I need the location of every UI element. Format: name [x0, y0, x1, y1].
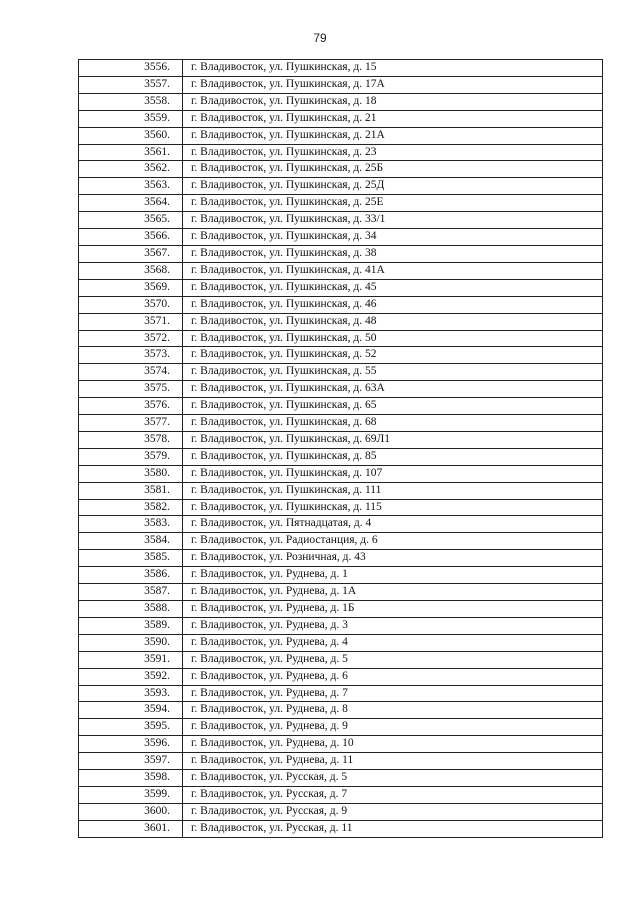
table-row [79, 313, 603, 330]
table-row [79, 229, 603, 246]
address-cell: г. Владивосток, ул. Пушкинская, д. 115 [183, 499, 603, 516]
row-number-cell: 3584. [79, 533, 183, 550]
row-number-cell: 3600. [79, 803, 183, 820]
address-cell: г. Владивосток, ул. Пушкинская, д. 34 [183, 229, 603, 246]
address-cell: г. Владивосток, ул. Пушкинская, д. 52 [183, 347, 603, 364]
address-cell: г. Владивосток, ул. Руднева, д. 5 [183, 651, 603, 668]
row-number-cell: 3581. [79, 482, 183, 499]
table-row [79, 431, 603, 448]
table-row [79, 567, 603, 584]
row-number-cell: 3595. [79, 719, 183, 736]
address-cell: г. Владивосток, ул. Пушкинская, д. 111 [183, 482, 603, 499]
table-row [79, 533, 603, 550]
table-row [79, 736, 603, 753]
address-cell: г. Владивосток, ул. Радиостанция, д. 6 [183, 533, 603, 550]
row-number-cell: 3591. [79, 651, 183, 668]
row-number-cell: 3594. [79, 702, 183, 719]
table-row [79, 786, 603, 803]
table-row [79, 668, 603, 685]
address-cell: г. Владивосток, ул. Пушкинская, д. 25Д [183, 178, 603, 195]
address-cell: г. Владивосток, ул. Пушкинская, д. 41А [183, 262, 603, 279]
row-number-cell: 3601. [79, 820, 183, 837]
address-cell: г. Владивосток, ул. Руднева, д. 4 [183, 634, 603, 651]
address-cell: г. Владивосток, ул. Руднева, д. 1 [183, 567, 603, 584]
table-row [79, 719, 603, 736]
row-number-cell: 3569. [79, 279, 183, 296]
row-number-cell: 3590. [79, 634, 183, 651]
address-cell: г. Владивосток, ул. Розничная, д. 43 [183, 550, 603, 567]
address-cell: г. Владивосток, ул. Пушкинская, д. 68 [183, 415, 603, 432]
row-number-cell: 3571. [79, 313, 183, 330]
address-cell: г. Владивосток, ул. Пушкинская, д. 23 [183, 144, 603, 161]
address-cell: г. Владивосток, ул. Пушкинская, д. 38 [183, 245, 603, 262]
address-cell: г. Владивосток, ул. Руднева, д. 7 [183, 685, 603, 702]
row-number-cell: 3582. [79, 499, 183, 516]
row-number-cell: 3578. [79, 431, 183, 448]
table-row [79, 330, 603, 347]
table-row [79, 127, 603, 144]
table-row [79, 262, 603, 279]
page-number: 79 [313, 31, 327, 45]
table-row [79, 584, 603, 601]
table-row [79, 803, 603, 820]
row-number-cell: 3588. [79, 601, 183, 618]
address-cell: г. Владивосток, ул. Пушкинская, д. 107 [183, 465, 603, 482]
row-number-cell: 3599. [79, 786, 183, 803]
table-row [79, 381, 603, 398]
address-cell: г. Владивосток, ул. Пятнадцатая, д. 4 [183, 516, 603, 533]
table-row [79, 161, 603, 178]
row-number-cell: 3567. [79, 245, 183, 262]
address-cell: г. Владивосток, ул. Пушкинская, д. 55 [183, 364, 603, 381]
row-number-cell: 3562. [79, 161, 183, 178]
address-cell: г. Владивосток, ул. Пушкинская, д. 65 [183, 398, 603, 415]
row-number-cell: 3596. [79, 736, 183, 753]
row-number-cell: 3559. [79, 110, 183, 127]
table-row [79, 516, 603, 533]
row-number-cell: 3566. [79, 229, 183, 246]
table-row [79, 448, 603, 465]
table-row [79, 499, 603, 516]
row-number-cell: 3558. [79, 93, 183, 110]
address-cell: г. Владивосток, ул. Пушкинская, д. 50 [183, 330, 603, 347]
address-cell: г. Владивосток, ул. Пушкинская, д. 21 [183, 110, 603, 127]
address-cell: г. Владивосток, ул. Руднева, д. 9 [183, 719, 603, 736]
address-cell: г. Владивосток, ул. Руднева, д. 11 [183, 753, 603, 770]
row-number-cell: 3573. [79, 347, 183, 364]
address-cell: г. Владивосток, ул. Пушкинская, д. 33/1 [183, 212, 603, 229]
address-cell: г. Владивосток, ул. Русская, д. 9 [183, 803, 603, 820]
row-number-cell: 3561. [79, 144, 183, 161]
row-number-cell: 3572. [79, 330, 183, 347]
address-cell: г. Владивосток, ул. Пушкинская, д. 25Б [183, 161, 603, 178]
table-row [79, 753, 603, 770]
table-row [79, 76, 603, 93]
row-number-cell: 3574. [79, 364, 183, 381]
table-row [79, 347, 603, 364]
row-number-cell: 3568. [79, 262, 183, 279]
address-cell: г. Владивосток, ул. Пушкинская, д. 21А [183, 127, 603, 144]
table-row [79, 195, 603, 212]
row-number-cell: 3563. [79, 178, 183, 195]
address-cell: г. Владивосток, ул. Руднева, д. 8 [183, 702, 603, 719]
table-row [79, 465, 603, 482]
table-row [79, 550, 603, 567]
table-row [79, 634, 603, 651]
row-number-cell: 3589. [79, 617, 183, 634]
row-number-cell: 3577. [79, 415, 183, 432]
table-row [79, 820, 603, 837]
address-cell: г. Владивосток, ул. Руднева, д. 1А [183, 584, 603, 601]
address-cell: г. Владивосток, ул. Пушкинская, д. 85 [183, 448, 603, 465]
table-row [79, 279, 603, 296]
table-row [79, 60, 603, 77]
address-cell: г. Владивосток, ул. Пушкинская, д. 48 [183, 313, 603, 330]
table-row [79, 770, 603, 787]
table-row [79, 398, 603, 415]
address-cell: г. Владивосток, ул. Пушкинская, д. 45 [183, 279, 603, 296]
table-row [79, 144, 603, 161]
address-cell: г. Владивосток, ул. Пушкинская, д. 46 [183, 296, 603, 313]
table-row [79, 702, 603, 719]
row-number-cell: 3592. [79, 668, 183, 685]
row-number-cell: 3587. [79, 584, 183, 601]
table-row [79, 178, 603, 195]
address-cell: г. Владивосток, ул. Руднева, д. 10 [183, 736, 603, 753]
address-cell: г. Владивосток, ул. Пушкинская, д. 63А [183, 381, 603, 398]
row-number-cell: 3580. [79, 465, 183, 482]
table-row [79, 685, 603, 702]
table-row [79, 245, 603, 262]
table-row [79, 482, 603, 499]
table-row [79, 93, 603, 110]
row-number-cell: 3593. [79, 685, 183, 702]
row-number-cell: 3586. [79, 567, 183, 584]
table-row [79, 601, 603, 618]
row-number-cell: 3585. [79, 550, 183, 567]
row-number-cell: 3557. [79, 76, 183, 93]
address-cell: г. Владивосток, ул. Пушкинская, д. 25Е [183, 195, 603, 212]
row-number-cell: 3579. [79, 448, 183, 465]
table-row [79, 415, 603, 432]
row-number-cell: 3598. [79, 770, 183, 787]
address-table [78, 59, 603, 838]
row-number-cell: 3565. [79, 212, 183, 229]
address-cell: г. Владивосток, ул. Пушкинская, д. 18 [183, 93, 603, 110]
address-cell: г. Владивосток, ул. Руднева, д. 3 [183, 617, 603, 634]
address-cell: г. Владивосток, ул. Русская, д. 7 [183, 786, 603, 803]
table-row [79, 651, 603, 668]
address-cell: г. Владивосток, ул. Русская, д. 11 [183, 820, 603, 837]
address-cell: г. Владивосток, ул. Пушкинская, д. 15 [183, 60, 603, 77]
row-number-cell: 3560. [79, 127, 183, 144]
row-number-cell: 3556. [79, 60, 183, 77]
row-number-cell: 3575. [79, 381, 183, 398]
address-cell: г. Владивосток, ул. Руднева, д. 1Б [183, 601, 603, 618]
address-cell: г. Владивосток, ул. Руднева, д. 6 [183, 668, 603, 685]
address-cell: г. Владивосток, ул. Русская, д. 5 [183, 770, 603, 787]
address-table-body [79, 60, 603, 838]
row-number-cell: 3576. [79, 398, 183, 415]
table-row [79, 212, 603, 229]
row-number-cell: 3583. [79, 516, 183, 533]
address-cell: г. Владивосток, ул. Пушкинская, д. 17А [183, 76, 603, 93]
row-number-cell: 3597. [79, 753, 183, 770]
table-row [79, 110, 603, 127]
table-row [79, 617, 603, 634]
address-cell: г. Владивосток, ул. Пушкинская, д. 69Л1 [183, 431, 603, 448]
row-number-cell: 3570. [79, 296, 183, 313]
table-row [79, 364, 603, 381]
row-number-cell: 3564. [79, 195, 183, 212]
table-row [79, 296, 603, 313]
